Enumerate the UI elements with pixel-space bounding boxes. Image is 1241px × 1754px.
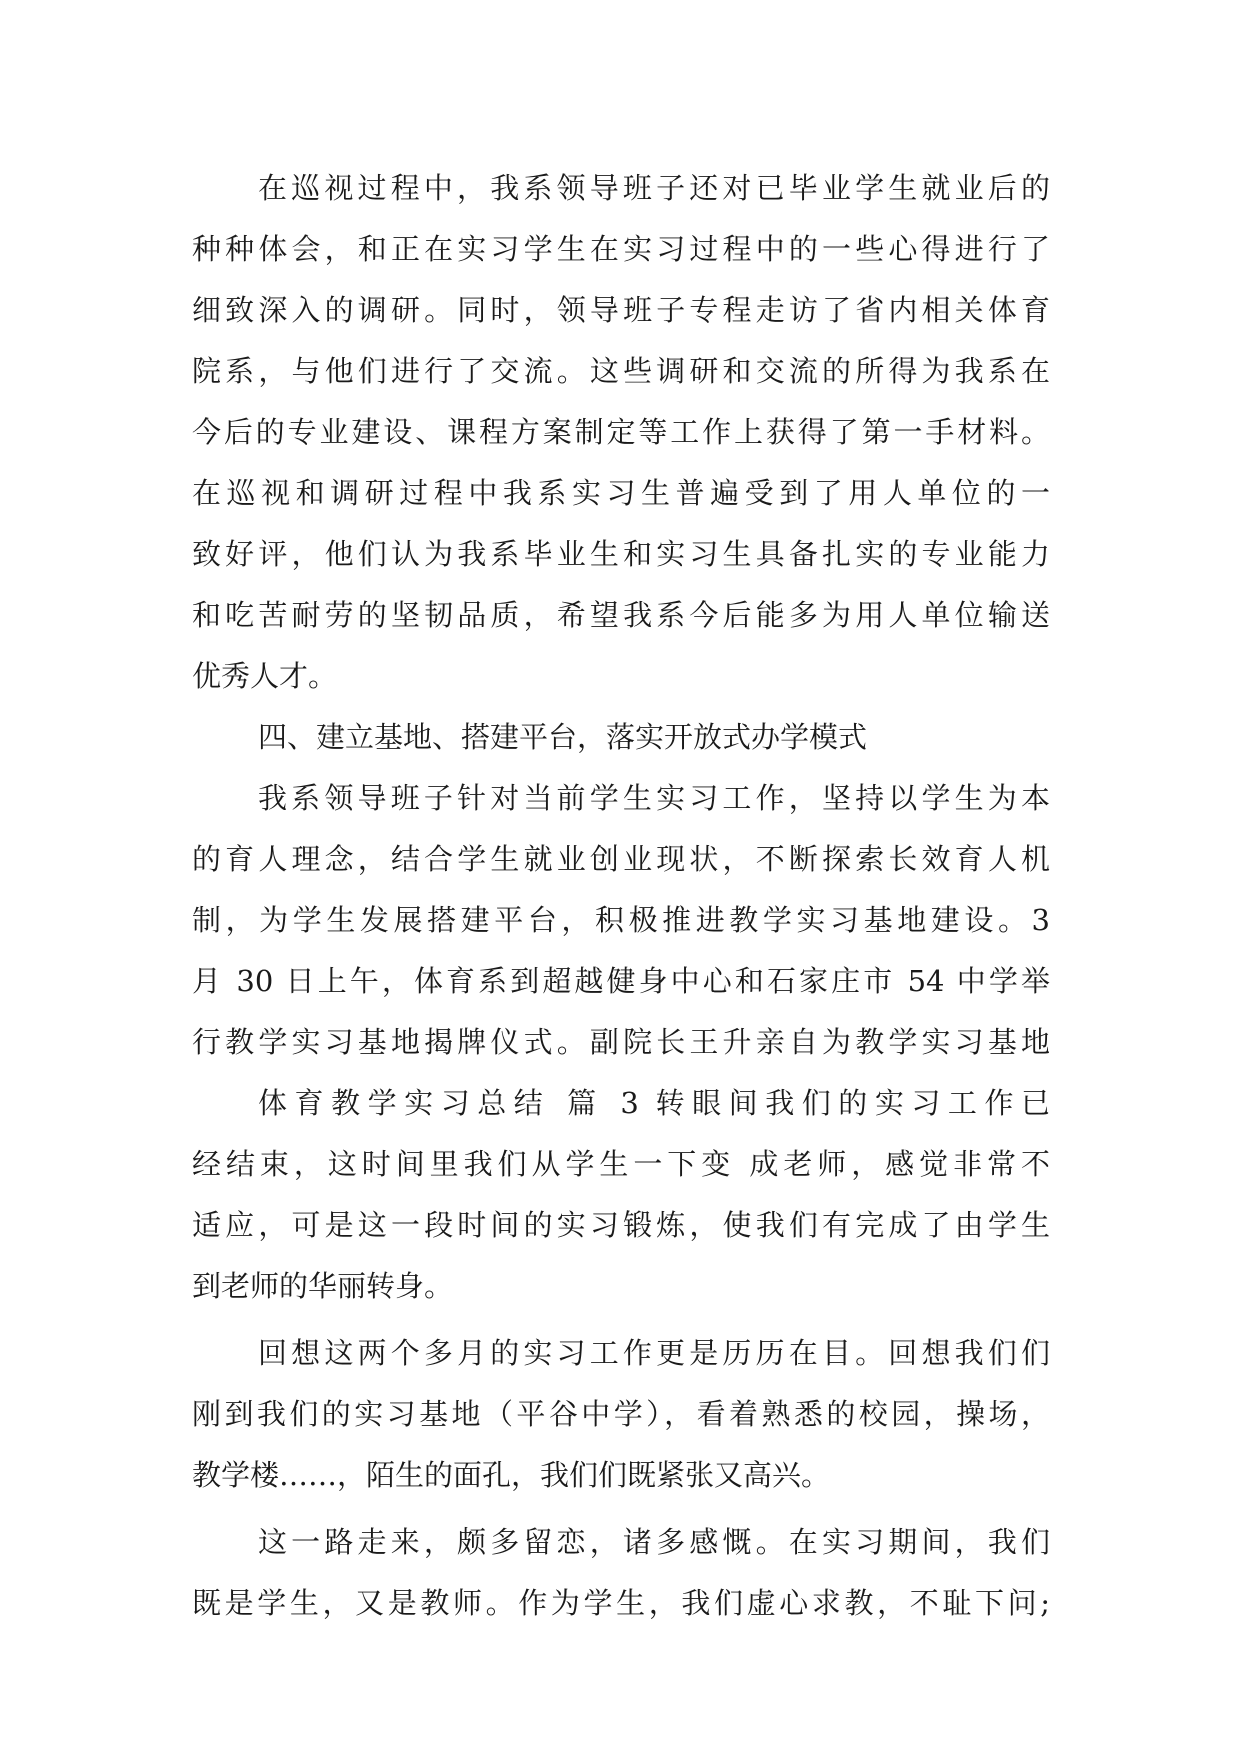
section-heading: 四、建立基地、搭建平台，落实开放式办学模式: [258, 720, 868, 754]
text-line: 刚到我们的实习基地（平谷中学），看着熟悉的校园，操场，: [192, 1397, 1050, 1431]
text-line: 优秀人才。: [192, 659, 338, 693]
text-line: 和吃苦耐劳的坚韧品质，希望我系今后能多为用人单位输送: [192, 598, 1050, 632]
text-line: 这一路走来，颇多留恋，诸多感慨。在实习期间，我们: [258, 1525, 1050, 1559]
text-line: 适应，可是这一段时间的实习锻炼，使我们有完成了由学生: [192, 1208, 1050, 1242]
text-line: 院系，与他们进行了交流。这些调研和交流的所得为我系在: [192, 354, 1050, 388]
text-line: 在巡视过程中，我系领导班子还对已毕业学生就业后的: [258, 171, 1050, 205]
text-line: 今后的专业建设、课程方案制定等工作上获得了第一手材料。: [192, 415, 1050, 449]
text-line: 种种体会，和正在实习学生在实习过程中的一些心得进行了: [192, 232, 1050, 266]
text-line: 到老师的华丽转身。: [192, 1269, 454, 1303]
text-line: 经结束，这时间里我们从学生一下变 成老师，感觉非常不: [192, 1147, 1050, 1181]
text-line: 行教学实习基地揭牌仪式。副院长王升亲自为教学实习基地: [192, 1025, 1050, 1059]
text-line: 在巡视和调研过程中我系实习生普遍受到了用人单位的一: [192, 476, 1050, 510]
text-line: 月 30 日上午，体育系到超越健身中心和石家庄市 54 中学举: [192, 964, 1050, 998]
document-body: [192, 158, 1050, 1634]
text-line: 回想这两个多月的实习工作更是历历在目。回想我们们: [258, 1336, 1050, 1370]
text-line: 致好评，他们认为我系毕业生和实习生具备扎实的专业能力: [192, 537, 1050, 571]
text-line: 细致深入的调研。同时，领导班子专程走访了省内相关体育: [192, 293, 1050, 327]
text-line: 我系领导班子针对当前学生实习工作，坚持以学生为本: [258, 781, 1050, 815]
text-line: 体育教学实习总结 篇 3 转眼间我们的实习工作已: [258, 1086, 1050, 1120]
text-line: 的育人理念，结合学生就业创业现状，不断探索长效育人机: [192, 842, 1050, 876]
text-line: 既是学生，又是教师。作为学生，我们虚心求教，不耻下问;: [192, 1586, 1050, 1620]
text-line: 教学楼……，陌生的面孔，我们们既紧张又高兴。: [192, 1458, 831, 1492]
text-line: 制，为学生发展搭建平台，积极推进教学实习基地建设。3: [192, 903, 1050, 937]
